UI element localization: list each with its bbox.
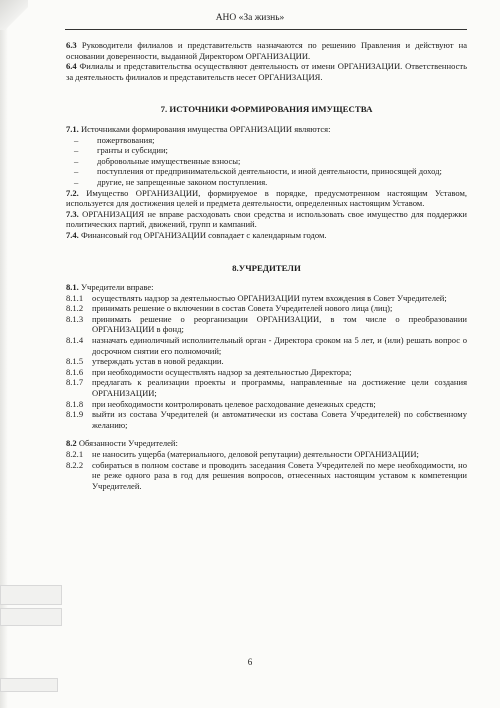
document-body: [66, 40, 467, 491]
list-item: 8.1.8 при необходимости контролировать целевое расходование денежных средств;: [66, 398, 376, 409]
list-item: 8.1.5 утверждать устав в новой редакции.: [66, 356, 224, 367]
list-item: 8.1.9 выйти из состава Учредителей (и автоматически из состава Совета Учредителей) по собственному желанию;: [66, 409, 467, 430]
section-8-heading: 8.УЧРЕДИТЕЛИ: [232, 262, 301, 273]
paragraph-6-3: 6.3 Руководители филиалов и представительств назначаются по решению Правления и действуют на основании доверенности, выданной Директором ОРГАНИЗАЦИИ.: [66, 40, 467, 61]
faint-stamp-mark: [0, 585, 62, 605]
list-item: – другие, не запрещенные законом поступления.: [74, 176, 268, 187]
header-rule: [65, 29, 467, 30]
list-item: 8.1.1 осуществлять надзор за деятельностью ОРГАНИЗАЦИИ путем вхождения в Совет Учредителей;: [66, 292, 447, 303]
list-item: 8.1.4 назначать единоличный исполнительный орган - Директора сроком на 5 лет, и (или) решать вопрос о досрочном снятии его полномочий;: [66, 335, 467, 356]
page-number: 6: [247, 657, 253, 667]
paragraph-8-2: 8.2 Обязанности Учредителей:: [66, 438, 178, 449]
list-item: – пожертвования;: [74, 134, 155, 145]
paragraph-7-3: 7.3. ОРГАНИЗАЦИЯ не вправе расходовать свои средства и использовать свое имущество для поддержки политических партий, движений, групп и кампаний.: [66, 208, 467, 230]
list-item: 8.1.3 принимать решение о реорганизации ОРГАНИЗАЦИИ, в том числе о преобразовании ОРГАНИЗАЦИИ в фонд;: [66, 313, 467, 335]
paragraph-7-1: 7.1. Источниками формирования имущества ОРГАНИЗАЦИИ являются:: [66, 123, 331, 134]
paragraph-6-4: 6.4 Филиалы и представительства осуществляют деятельность от имени ОРГАНИЗАЦИИ. Ответственность за деятельность филиалов и представительств несет ОРГАНИЗАЦИЯ.: [66, 61, 467, 82]
list-item: 8.1.7 предлагать к реализации проекты и программы, направленные на достижение цели создания ОРГАНИЗАЦИИ;: [66, 377, 467, 399]
list-item: 8.1.6 при необходимости осуществлять надзор за деятельностью Директора;: [66, 366, 352, 377]
list-item: – гранты и субсидии;: [74, 145, 168, 156]
list-item: 8.1.2 принимать решение о включении в состав Совета Учредителей нового лица (лиц);: [66, 303, 393, 314]
faint-stamp-mark: [0, 678, 58, 692]
paragraph-8-1: 8.1. Учредители вправе:: [66, 282, 154, 293]
list-item: – поступления от предпринимательской деятельности, и иной деятельности, приносящей доход;: [74, 166, 442, 177]
page-header: АНО «За жизнь»: [215, 13, 285, 23]
list-item: 8.2.2 собираться в полном составе и проводить заседания Совета Учредителей по мере необходимости, но не реже одного раза в год для решения вопросов, отнесенных настоящим уставом к компетенции Учредителей.: [66, 459, 467, 491]
list-item: 8.2.1 не наносить ущерба (материального, деловой репутации) деятельности ОРГАНИЗАЦИИ;: [66, 449, 419, 459]
section-7-heading: 7. ИСТОЧНИКИ ФОРМИРОВАНИЯ ИМУЩЕСТВА: [160, 104, 373, 115]
list-item: – добровольные имущественные взносы;: [74, 155, 241, 166]
paragraph-7-4: 7.4. Финансовый год ОРГАНИЗАЦИИ совпадает с календарным годом.: [66, 229, 327, 240]
paragraph-7-2: 7.2. Имущество ОРГАНИЗАЦИИ, формируемое в порядке, предусмотренном настоящим Уставом, используется для достижения целей и предмета деятельности, определенных настоящим Уставом.: [66, 187, 467, 209]
faint-stamp-mark: [0, 608, 62, 626]
